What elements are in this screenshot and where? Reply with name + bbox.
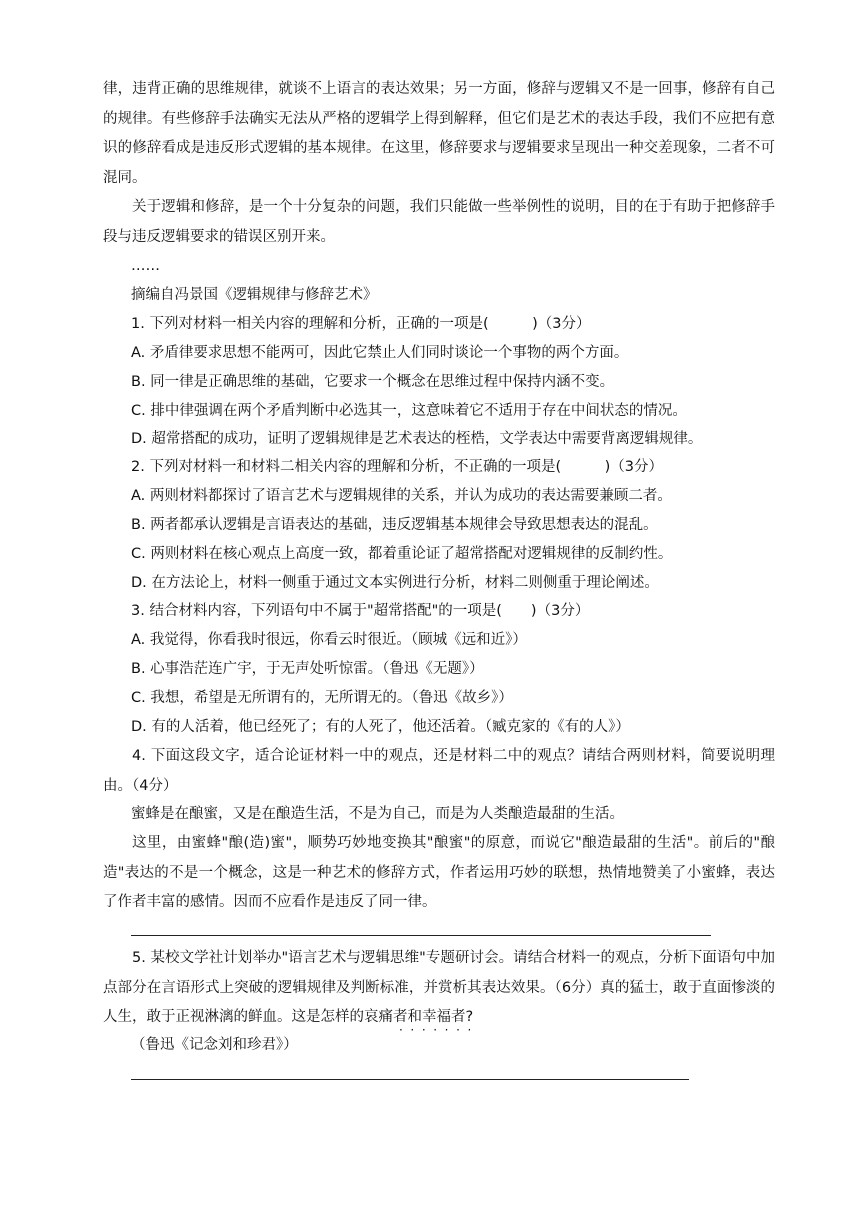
question-3-option-d: D. 有的人活着，他已经死了；有的人死了，他还活着。（臧克家的《有的人》） <box>131 719 630 735</box>
source-citation: 摘编自冯景国《逻辑规律与修辞艺术》 <box>131 287 378 303</box>
question-4-analysis: 这里，由蜜蜂"酿(造)蜜"，顺势巧妙地变换其"酿蜜"的原意，而说它"酿造最甜的生活"。前后的"酿造"表达的不是一个概念，这是一种艺术的修辞方式，作者运用巧妙的联想，热情地赞美了小蜜蜂，表达了作者丰富的感情。因而不应看作是违反了同一律。 <box>103 835 775 910</box>
question-3-option-a: A. 我觉得，你看我时很远，你看云时很近。（顾城《远和近》） <box>131 632 527 648</box>
question-2-option-d: D. 在方法论上，材料一侧重于通过文本实例进行分析，材料二则侧重于理论阐述。 <box>131 575 659 591</box>
question-3-option-b: B. 心事浩茫连广宇，于无声处听惊雷。（鲁迅《无题》） <box>131 661 484 677</box>
question-3-option-c: C. 我想，希望是无所谓有的，无所谓无的。（鲁迅《故乡》） <box>131 690 513 706</box>
ellipsis: …… <box>131 258 160 274</box>
question-1-stem: 1. 下列对材料一相关内容的理解和分析，正确的一项是( )（3分） <box>131 316 591 332</box>
question-5-stem: 5. 某校文学社计划举办"语言艺术与逻辑思维"专题研讨会。请结合材料一的观点，分析下面语句中加点部分在言语形式上突破的逻辑规律及判断标准，并赏析其表达效果。（6分）真的猛士，敢于直面惨淡的人生，敢于正视淋漓的鲜血。这是怎样的哀痛者和幸福者? <box>103 950 775 1025</box>
question-5-source: （鲁迅《记念刘和珍君》） <box>131 1037 298 1053</box>
question-4-stem: 4. 下面这段文字，适合论证材料一中的观点，还是材料二中的观点？请结合两则材料，简要说明理由。（4分） <box>103 748 775 794</box>
question-2-stem: 2. 下列对材料一和材料二相关内容的理解和分析，不正确的一项是( )（3分） <box>131 459 663 475</box>
question-1-option-a: A. 矛盾律要求思想不能两可，因此它禁止人们同时谈论一个事物的两个方面。 <box>131 345 629 361</box>
question-1-option-c: C. 排中律强调在两个矛盾判断中必选其一，这意味着它不适用于存在中间状态的情况。 <box>131 403 687 419</box>
question-2-option-b: B. 两者都承认逻辑是言语表达的基础，违反逻辑基本规律会导致思想表达的混乱。 <box>131 517 658 533</box>
question-4-quote: 蜜蜂是在酿蜜，又是在酿造生活，不是为自己，而是为人类酿造最甜的生活。 <box>131 806 624 822</box>
emphasis-dots: ······· <box>399 1023 479 1037</box>
answer-line <box>131 935 711 936</box>
body-paragraph: 关于逻辑和修辞，是一个十分复杂的问题，我们只能做一些举例性的说明，目的在于有助于把修辞手段与违反逻辑要求的错误区别开来。 <box>103 199 775 245</box>
question-2-option-a: A. 两则材料都探讨了语言艺术与逻辑规律的关系，并认为成功的表达需要兼顾二者。 <box>131 488 672 504</box>
question-3-stem: 3. 结合材料内容，下列语句中不属于"超常搭配"的一项是( )（3分） <box>131 603 590 619</box>
answer-line <box>131 1079 689 1080</box>
question-1-option-b: B. 同一律是正确思维的基础，它要求一个概念在思维过程中保持内涵不变。 <box>131 374 615 390</box>
question-2-option-c: C. 两则材料在核心观点上高度一致，都着重论证了超常搭配对逻辑规律的反制约性。 <box>131 546 673 562</box>
question-1-option-d: D. 超常搭配的成功，证明了逻辑规律是艺术表达的桎梏，文学表达中需要背离逻辑规律。 <box>131 431 703 447</box>
body-paragraph: 律，违背正确的思维规律，就谈不上语言的表达效果；另一方面，修辞与逻辑又不是一回事，修辞有自己的规律。有些修辞手法确实无法从严格的逻辑学上得到解释，但它们是艺术的表达手段，我们不应把有意识的修辞看成是违反形式逻辑的基本规律。在这里，修辞要求与逻辑要求呈现出一种交差现象，二者不可混同。 <box>103 81 775 186</box>
